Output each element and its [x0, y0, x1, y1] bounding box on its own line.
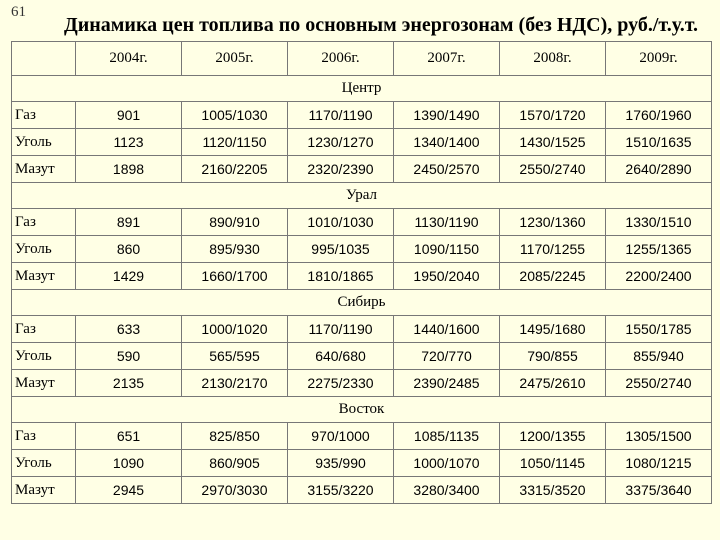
fuel-name: Уголь [12, 129, 76, 156]
price-cell: 1898 [76, 156, 182, 183]
price-cell: 1080/1215 [606, 450, 712, 477]
price-cell: 970/1000 [288, 423, 394, 450]
price-cell: 1550/1785 [606, 316, 712, 343]
price-cell: 895/930 [182, 236, 288, 263]
fuel-name: Уголь [12, 343, 76, 370]
fuel-price-table [11, 41, 712, 504]
price-cell: 901 [76, 102, 182, 129]
price-cell: 1330/1510 [606, 209, 712, 236]
region-header-row [12, 290, 712, 316]
price-cell: 2130/2170 [182, 370, 288, 397]
fuel-name: Мазут [12, 370, 76, 397]
column-header: 2007г. [394, 42, 500, 76]
region-label: Центр [12, 76, 712, 102]
price-cell: 891 [76, 209, 182, 236]
price-cell: 855/940 [606, 343, 712, 370]
price-cell: 1123 [76, 129, 182, 156]
price-cell: 1390/1490 [394, 102, 500, 129]
price-cell: 1495/1680 [500, 316, 606, 343]
price-cell: 1950/2040 [394, 263, 500, 290]
price-cell: 995/1035 [288, 236, 394, 263]
price-cell: 1510/1635 [606, 129, 712, 156]
column-header: 2008г. [500, 42, 606, 76]
price-cell: 790/855 [500, 343, 606, 370]
price-cell: 1000/1070 [394, 450, 500, 477]
price-cell: 2550/2740 [500, 156, 606, 183]
price-cell: 2475/2610 [500, 370, 606, 397]
price-cell: 1430/1525 [500, 129, 606, 156]
price-cell: 1660/1700 [182, 263, 288, 290]
price-cell: 935/990 [288, 450, 394, 477]
price-cell: 2640/2890 [606, 156, 712, 183]
table-row [12, 477, 712, 504]
page-title: Динамика цен топлива по основным энергозонам (без НДС), руб./т.у.т. [64, 14, 699, 36]
fuel-name: Газ [12, 423, 76, 450]
table-body [12, 76, 712, 504]
fuel-name: Газ [12, 316, 76, 343]
corner-cell [12, 42, 76, 76]
region-label: Сибирь [12, 290, 712, 316]
price-cell: 1010/1030 [288, 209, 394, 236]
price-cell: 1170/1190 [288, 102, 394, 129]
table-row [12, 102, 712, 129]
price-cell: 3280/3400 [394, 477, 500, 504]
fuel-name: Мазут [12, 156, 76, 183]
price-cell: 2160/2205 [182, 156, 288, 183]
table-row [12, 316, 712, 343]
price-cell: 1090/1150 [394, 236, 500, 263]
fuel-name: Газ [12, 209, 76, 236]
price-cell: 1050/1145 [500, 450, 606, 477]
price-cell: 1005/1030 [182, 102, 288, 129]
table-row [12, 370, 712, 397]
column-header: 2006г. [288, 42, 394, 76]
table-row [12, 129, 712, 156]
region-header-row [12, 76, 712, 102]
price-cell: 2945 [76, 477, 182, 504]
price-cell: 1305/1500 [606, 423, 712, 450]
price-cell: 2390/2485 [394, 370, 500, 397]
price-cell: 1170/1255 [500, 236, 606, 263]
price-cell: 2970/3030 [182, 477, 288, 504]
price-cell: 3375/3640 [606, 477, 712, 504]
price-cell: 720/770 [394, 343, 500, 370]
price-cell: 1000/1020 [182, 316, 288, 343]
price-cell: 3315/3520 [500, 477, 606, 504]
table-row [12, 263, 712, 290]
price-cell: 2200/2400 [606, 263, 712, 290]
price-cell: 1810/1865 [288, 263, 394, 290]
price-cell: 633 [76, 316, 182, 343]
price-cell: 1170/1190 [288, 316, 394, 343]
region-header-row [12, 397, 712, 423]
fuel-name: Мазут [12, 263, 76, 290]
price-cell: 651 [76, 423, 182, 450]
price-cell: 1120/1150 [182, 129, 288, 156]
price-cell: 1085/1135 [394, 423, 500, 450]
price-cell: 2135 [76, 370, 182, 397]
price-cell: 1429 [76, 263, 182, 290]
price-cell: 860 [76, 236, 182, 263]
price-cell: 1090 [76, 450, 182, 477]
price-cell: 2085/2245 [500, 263, 606, 290]
price-cell: 2450/2570 [394, 156, 500, 183]
price-cell: 825/850 [182, 423, 288, 450]
price-cell: 1200/1355 [500, 423, 606, 450]
price-cell: 1230/1360 [500, 209, 606, 236]
price-cell: 1340/1400 [394, 129, 500, 156]
fuel-name: Уголь [12, 450, 76, 477]
price-cell: 1130/1190 [394, 209, 500, 236]
fuel-name: Газ [12, 102, 76, 129]
price-cell: 590 [76, 343, 182, 370]
price-cell: 1230/1270 [288, 129, 394, 156]
region-label: Урал [12, 183, 712, 209]
price-cell: 2275/2330 [288, 370, 394, 397]
table-row [12, 236, 712, 263]
fuel-name: Уголь [12, 236, 76, 263]
table-row [12, 343, 712, 370]
price-cell: 1570/1720 [500, 102, 606, 129]
table-row [12, 450, 712, 477]
price-cell: 1760/1960 [606, 102, 712, 129]
price-cell: 1440/1600 [394, 316, 500, 343]
table-header-row [12, 42, 712, 76]
table-row [12, 423, 712, 450]
price-cell: 3155/3220 [288, 477, 394, 504]
region-label: Восток [12, 397, 712, 423]
price-cell: 890/910 [182, 209, 288, 236]
table-row [12, 209, 712, 236]
price-cell: 860/905 [182, 450, 288, 477]
price-cell: 2320/2390 [288, 156, 394, 183]
table-row [12, 156, 712, 183]
column-header: 2004г. [76, 42, 182, 76]
slide-number: 61 [11, 4, 26, 20]
fuel-name: Мазут [12, 477, 76, 504]
price-cell: 1255/1365 [606, 236, 712, 263]
price-cell: 565/595 [182, 343, 288, 370]
price-cell: 2550/2740 [606, 370, 712, 397]
column-header: 2005г. [182, 42, 288, 76]
region-header-row [12, 183, 712, 209]
price-cell: 640/680 [288, 343, 394, 370]
column-header: 2009г. [606, 42, 712, 76]
